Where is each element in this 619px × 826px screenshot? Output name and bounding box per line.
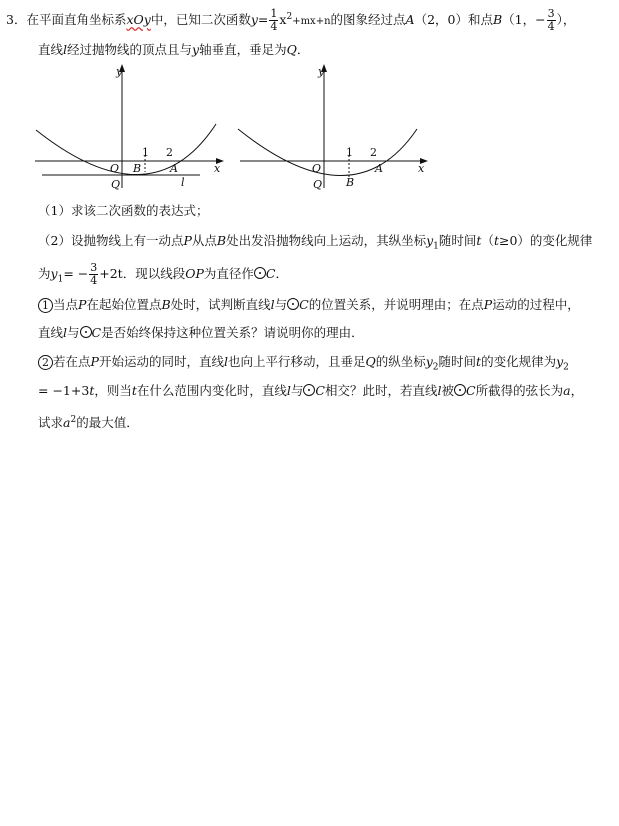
fraction-one-quarter: $\frac{1}{4}$ [270, 7, 278, 33]
question-2-line-1: （2）设抛物线上有一动点P从点B处出发沿抛物线向上运动，其纵坐标$y_1$随时间t（t≥0）的变化规律 [38, 233, 593, 252]
fig2-label-x: x [418, 162, 425, 175]
problem-number: 3． [6, 12, 27, 27]
part-2-line-2: = −1+3t，则当t在什么范围内变化时，直线l与 C相交？此时，若直线l被 C所截得的弦长为a， [38, 383, 584, 398]
coord-system-xoy: xOy [126, 12, 151, 27]
problem-line-2: 直线l经过抛物线的顶点且与y轴垂直，垂足为Q． [38, 42, 310, 57]
problem-line-1: 3．在平面直角坐标系xOy中，已知二次函数y= $\frac{1}{4}$ $x^2+mx+n$的图象经过点A（2，0）和点B（1，− $\frac{3}{4}$ ）， [6, 7, 576, 33]
fig2-tick-2: 2 [370, 146, 377, 159]
fig2-label-B: B [346, 176, 355, 189]
fraction-three-quarters-2: $\frac{3}{4}$ [90, 261, 98, 287]
figure-1 [30, 60, 230, 195]
question-1: （1）求该二次函数的表达式； [38, 203, 209, 218]
circle-dot-symbol [80, 326, 92, 338]
fig1-tick-2: 2 [166, 146, 173, 159]
part-1-line-1: 1 当点P在起始位置点B处时，试判断直线l与 C的位置关系，并说明理由；在点P运动的过程中， [38, 297, 580, 313]
fig1-parabola [36, 124, 216, 175]
fig2-parabola [238, 129, 417, 176]
fig1-label-B: B [133, 162, 142, 175]
fig2-label-A: A [375, 162, 383, 175]
circled-number-1: 1 [38, 298, 53, 313]
circle-dot-symbol [287, 298, 299, 310]
circle-dot-symbol [254, 267, 266, 279]
fig2-label-Q: Q [313, 178, 323, 191]
fig2-label-y: y [318, 65, 325, 78]
fig1-label-Q: Q [111, 178, 121, 191]
fig1-label-A: A [170, 162, 178, 175]
fig1-label-y: y [116, 65, 123, 78]
figure-2 [232, 60, 442, 195]
circle-dot-symbol [303, 384, 315, 396]
fig1-label-l: l [181, 176, 185, 189]
fig1-label-x: x [214, 162, 221, 175]
part-1-line-2: 直线l与 C是否始终保持这种位置关系？请说明你的理由． [38, 325, 364, 340]
circled-number-2: 2 [38, 355, 53, 370]
question-2-line-2: 为$y_1=$ − $\frac{3}{4}$ +2t．现以线段OP为直径作 C． [38, 261, 288, 287]
circle-dot-symbol [454, 384, 466, 396]
fig2-label-O: O [312, 162, 322, 175]
part-2-line-1: 2 若在点P开始运动的同时，直线l也向上平行移动，且垂足Q的纵坐标$y_2$随时间t的变化规律为$y_2$ [38, 354, 569, 376]
fig1-tick-1: 1 [142, 146, 149, 159]
fig1-label-O: O [110, 162, 120, 175]
part-2-line-3: 试求$a^2$的最大值． [38, 415, 139, 431]
fraction-three-quarters: $\frac{3}{4}$ [547, 7, 555, 33]
fig2-tick-1: 1 [346, 146, 353, 159]
